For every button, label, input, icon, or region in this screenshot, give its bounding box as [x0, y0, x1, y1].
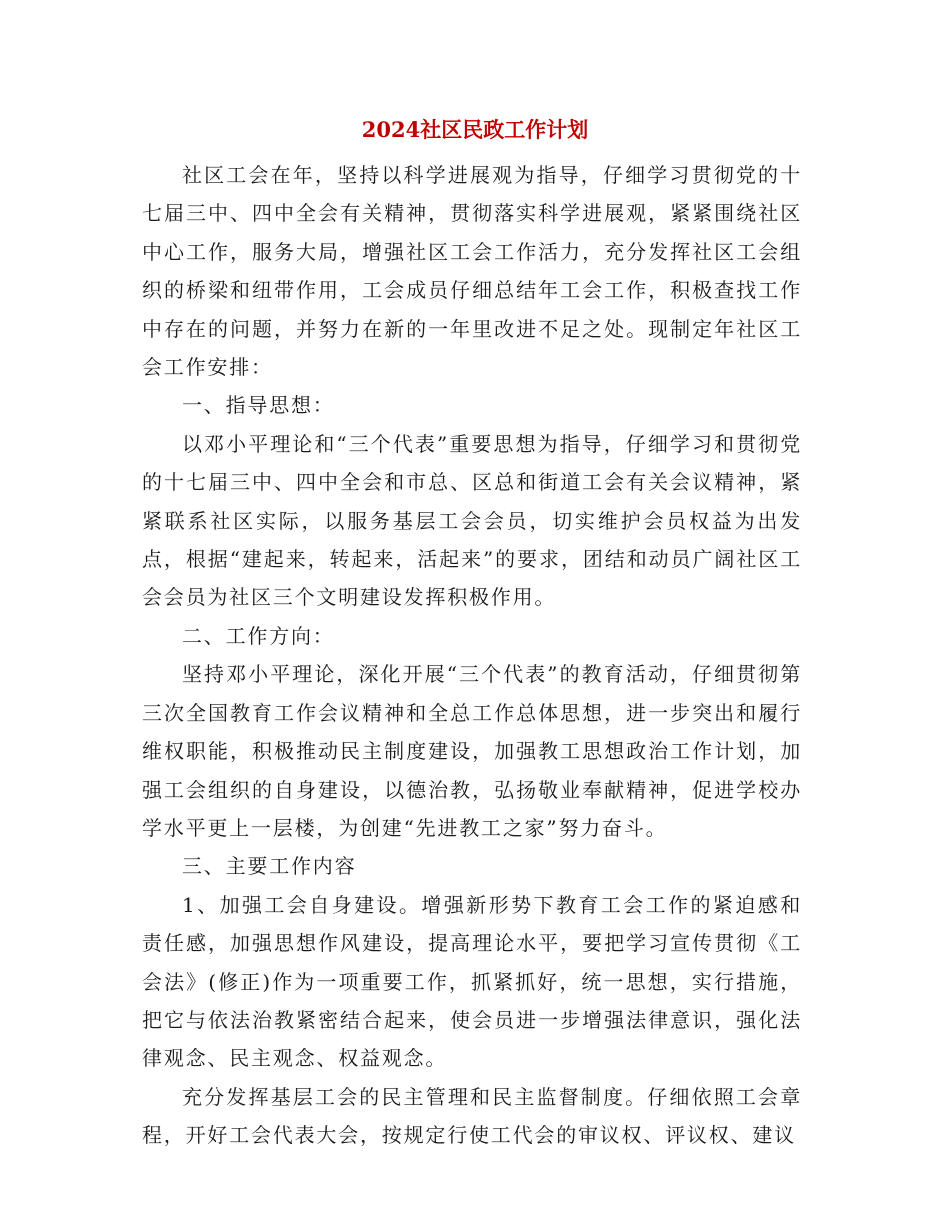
paragraph-guiding-ideology: 以邓小平理论和“三个代表”重要思想为指导，仔细学习和贯彻党的十七届三中、四中全会和市总、区总和街道工会有关会议精神，紧紧联系社区实际，以服务基层工会会员，切实维护会员权益为出发点，根据“建起来，转起来，活起来”的要求，团结和动员广阔社区工会会员为社区三个文明建设发挥积极作用。 — [142, 431, 802, 610]
paragraph-item-1: 1、加强工会自身建设。增强新形势下教育工会工作的紧迫感和责任感，加强思想作风建设，提高理论水平，要把学习宣传贯彻《工会法》(修正)作为一项重要工作，抓紧抓好，统一思想，实行措施，把它与依法治教紧密结合起来，使会员进一步增强法律意识，强化法律观念、民主观念、权益观念。 — [142, 892, 802, 1071]
heading-work-direction: 二、工作方向： — [182, 623, 335, 648]
document-body — [142, 156, 802, 1155]
paragraph-work-direction: 坚持邓小平理论，深化开展“三个代表”的教育活动，仔细贯彻第三次全国教育工作会议精神和全总工作总体思想，进一步突出和履行维权职能，积极推动民主制度建设，加强教工思想政治工作计划，加强工会组织的自身建设，以德治教，弘扬敬业奉献精神，促进学校办学水平更上一层楼，为创建“先进教工之家”努力奋斗。 — [142, 662, 802, 840]
paragraph-democratic-management: 充分发挥基层工会的民主管理和民主监督制度。仔细依照工会章程，开好工会代表大会，按规定行使工代会的审议权、评议权、建议 — [142, 1084, 802, 1148]
heading-guiding-ideology: 一、指导思想： — [182, 393, 335, 418]
heading-main-content: 三、主要工作内容 — [182, 854, 357, 879]
paragraph-intro: 社区工会在年，坚持以科学进展观为指导，仔细学习贯彻党的十七届三中、四中全会有关精神，贯彻落实科学进展观，紧紧围绕社区中心工作，服务大局，增强社区工会工作活力，充分发挥社区工会组织的桥梁和纽带作用，工会成员仔细总结年工会工作，积极查找工作中存在的问题，并努力在新的一年里改进不足之处。现制定年社区工会工作安排： — [142, 163, 802, 380]
document-title: 2024社区民政工作计划 — [361, 117, 589, 142]
